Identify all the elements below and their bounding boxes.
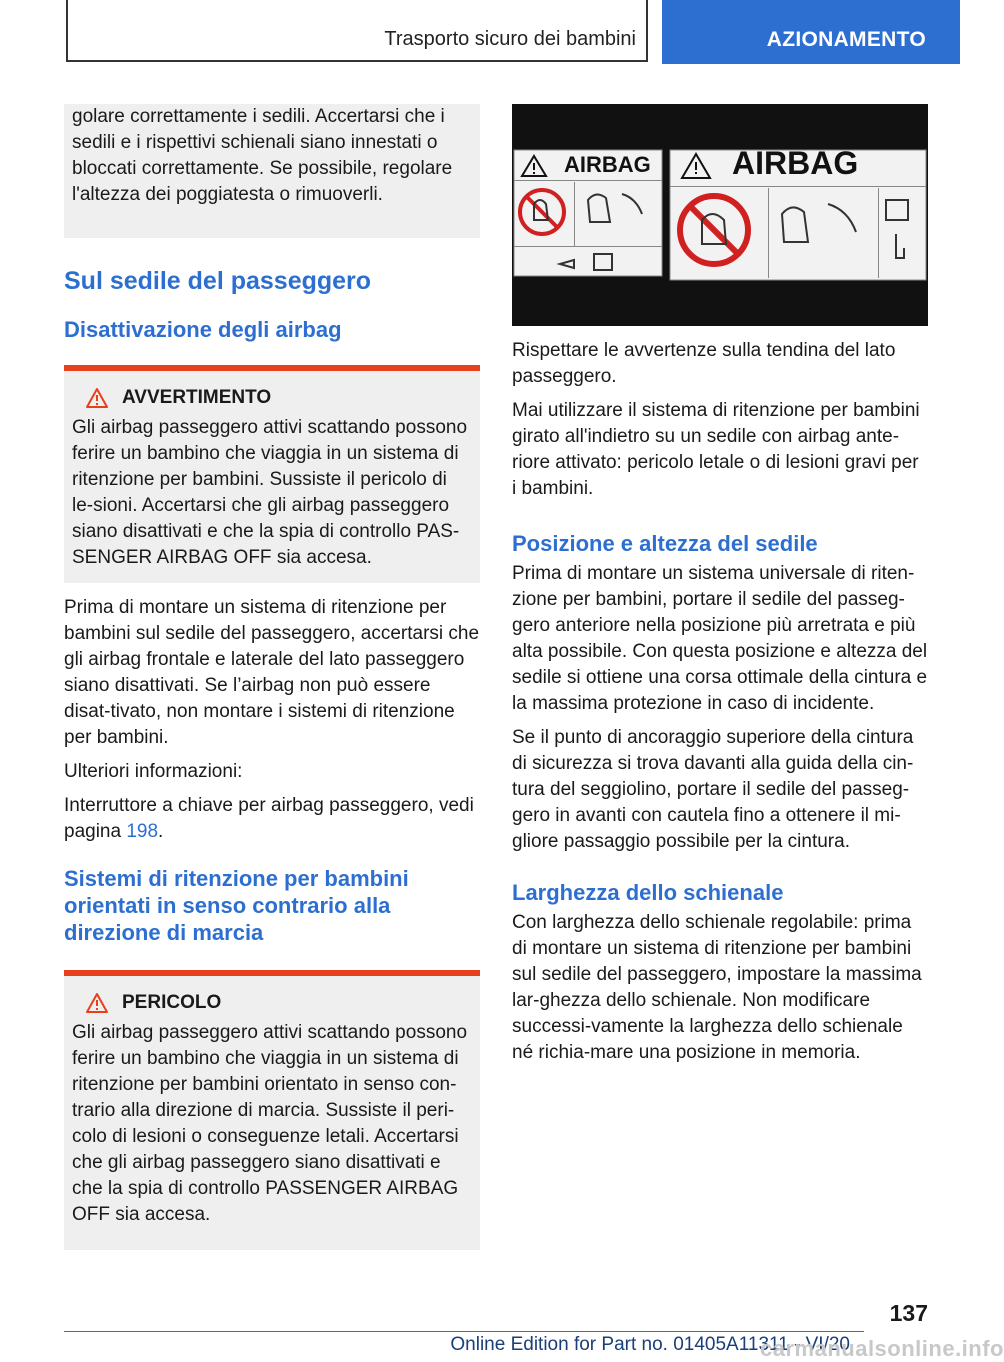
- airbag-label-large-text: AIRBAG: [732, 145, 859, 181]
- page-reference-link[interactable]: 198: [126, 821, 159, 842]
- left-paragraph-2: Ulteriori informazioni:: [64, 761, 243, 782]
- warning-text-1: Gli airbag passeggero attivi scattando possono ferire un bambino che viaggia in un sistema di ritenzione per bambini. Sussiste il pericolo di le-sioni. Accertarsi che gli airbag passeggero siano disattivati e che la spia di controllo PAS-SENGER AIRBAG OFF sia accesa.: [72, 417, 468, 568]
- left-paragraph-3-end: .: [158, 821, 164, 842]
- heading-rear-facing: Sistemi di ritenzione per bambini orientati in senso contrario alla direzione di marcia: [64, 866, 409, 945]
- heading-passenger-seat: Sul sedile del passeggero: [64, 267, 372, 295]
- airbag-warning-image: [512, 104, 928, 326]
- warning-title-1: [72, 385, 472, 411]
- left-paragraph-3-text: Interruttore a chiave per airbag passeggero, vedi pagina: [64, 795, 474, 842]
- warning-label-2: PERICOLO: [122, 992, 222, 1013]
- heading-seat-position: Posizione e altezza del sedile: [512, 531, 818, 556]
- footer-edition: Online Edition for Part no. 01405A11311 - VI/20: [450, 1334, 850, 1355]
- header-section-title: Trasporto sicuro dei bambini: [384, 28, 636, 50]
- right-paragraph-5: Con larghezza dello schienale regolabile: prima di montare un sistema di ritenzione per bambini sul sedile del passeggero, impostare la massima lar-ghezza dello schienale. Non modificare successi-vamente la larghezza dello schienale né richia-mare una posizione in memoria.: [512, 912, 922, 1063]
- footer-watermark: carmanualsonline.info: [760, 1336, 1004, 1361]
- left-column: [64, 104, 480, 1250]
- intro-text: golare correttamente i sedili. Accertarsi che i sedili e i rispettivi schienali siano innestati o bloccati correttamente. Se possibile, regolare l'altezza dei poggiatesta o rimuoverli.: [72, 106, 453, 205]
- warning-label-1: AVVERTIMENTO: [122, 387, 272, 408]
- warning-box-2: [64, 970, 480, 1250]
- right-paragraph-2: Mai utilizzare il sistema di ritenzione per bambini girato all'indietro su un sedile con airbag ante-riore attivato: pericolo letale o di lesioni gravi per i bambini.: [512, 400, 920, 499]
- warning-title-2: [72, 990, 472, 1016]
- right-paragraph-3: Prima di montare un sistema universale di riten-zione per bambini, portare il sedile del passeg-gero anteriore nella posizione più arretrata e più alta possibile. Con questa posizione e altezza del sedile si ottiene una corsa ottimale della cintura e la massima protezione in caso di incidente.: [512, 563, 928, 714]
- right-column: [512, 104, 928, 1074]
- airbag-label-illustration: [512, 104, 928, 326]
- page-number: 137: [889, 1300, 928, 1326]
- warning-triangle-icon: [86, 388, 108, 408]
- right-paragraph-4: Se il punto di ancoraggio superiore della cintura di sicurezza si trova davanti alla guida della cin-tura del seggiolino, portare il sedile del passeg-gero in avanti con cautela fino a ottenere il mi-gliore passaggio possibile per la cintura.: [512, 727, 914, 852]
- heading-airbag-deactivation: Disattivazione degli airbag: [64, 317, 342, 342]
- header-chapter-tab[interactable]: AZIONAMENTO: [662, 0, 960, 64]
- footer-divider: [64, 1331, 864, 1332]
- right-paragraph-1: Rispettare le avvertenze sulla tendina del lato passeggero.: [512, 340, 896, 387]
- airbag-label-small-text: AIRBAG: [564, 152, 651, 177]
- left-paragraph-3: [64, 793, 480, 845]
- heading-backrest-width: Larghezza dello schienale: [512, 880, 784, 905]
- warning-triangle-icon: [86, 993, 108, 1013]
- warning-box-1: [64, 365, 480, 583]
- warning-text-2: Gli airbag passeggero attivi scattando possono ferire un bambino che viaggia in un sistema di ritenzione per bambini orientato in senso con-trario alla direzione di marcia. Sussiste il peri-colo di lesioni o conseguenze letali. Accertarsi che gli airbag passeggero siano disattivati e che la spia di controllo PASSENGER AIRBAG OFF sia accesa.: [72, 1022, 468, 1225]
- intro-box: [64, 104, 480, 238]
- left-paragraph-1: Prima di montare un sistema di ritenzione per bambini sul sedile del passeggero, accertarsi che gli airbag frontale e laterale del lato passeggero siano disattivati. Se l’airbag non può essere disat-tivato, non montare i sistemi di ritenzione per bambini.: [64, 597, 480, 748]
